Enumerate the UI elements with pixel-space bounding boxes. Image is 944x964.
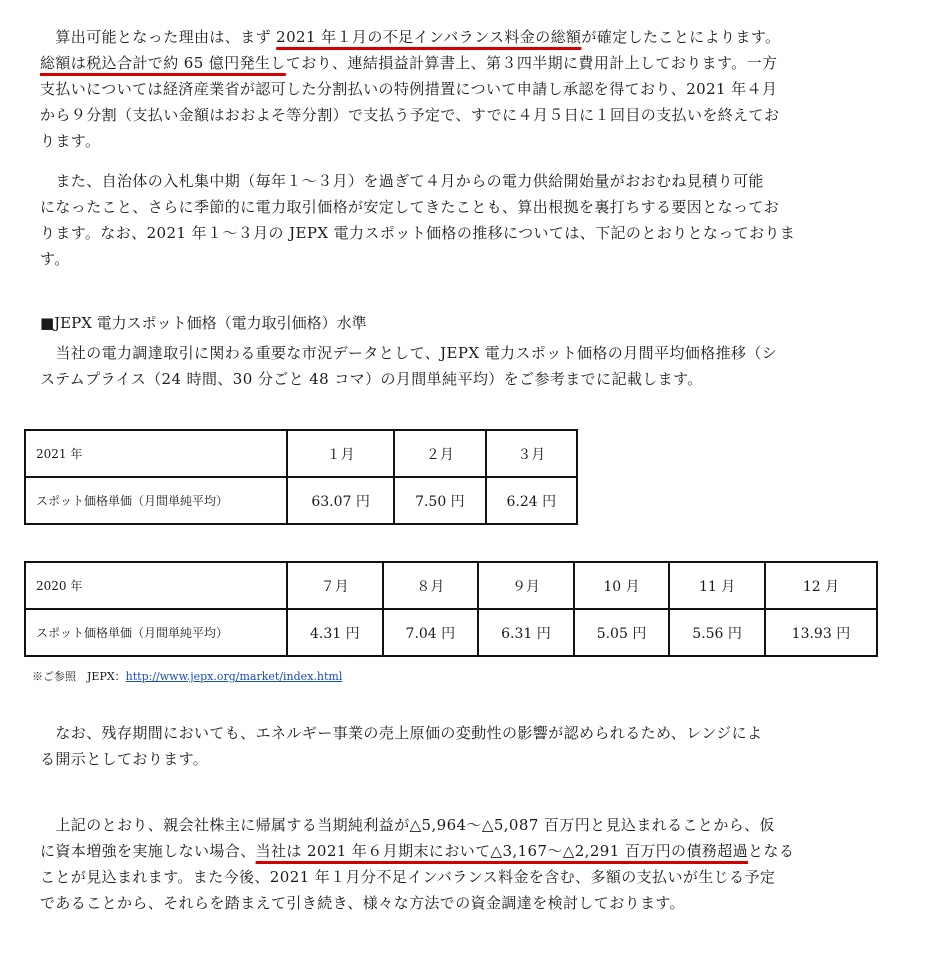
jepx-link[interactable]: http://www.jepx.org/market/index.html <box>125 670 343 683</box>
text-line: 上記のとおり、親会社株主に帰属する当期純利益が△5,964～△5,087 百万円と見込まれることから、仮 <box>40 816 775 834</box>
table-value-cell: 6.24 円 <box>486 477 577 524</box>
text-line: ります。なお、2021 年１～３月の JEPX 電力スポット価格の推移については、下記のとおりとなっておりま <box>40 224 796 242</box>
paragraph-net-income <box>40 812 910 916</box>
table-row-label: スポット価格単価（月間単純平均） <box>25 477 287 524</box>
table-month-cell: １月 <box>287 430 394 477</box>
text-span: が確定したことによります。 <box>581 28 781 46</box>
table-month-cell: ９月 <box>478 562 574 609</box>
paragraph-market-data <box>40 340 910 392</box>
reference-note <box>32 668 342 684</box>
text-line: 当社の電力調達取引に関わる重要な市況データとして、JEPX 電力スポット価格の月間平均価格推移（シ <box>40 344 778 362</box>
text-line <box>40 838 910 864</box>
table-month-cell: 11 月 <box>669 562 765 609</box>
text-span: ており、連結損益計算書上、第３四半期に費用計上しております。一方 <box>285 54 778 72</box>
price-table-2021 <box>24 429 578 525</box>
table-value-cell: 7.04 円 <box>383 609 479 656</box>
text-line: ステムプライス（24 時間、30 分ごと 48 コマ）の月間単純平均）をご参考までに記載します。 <box>40 370 703 388</box>
paragraph-season <box>40 168 910 272</box>
table-value-cell: 6.31 円 <box>478 609 574 656</box>
table-month-cell: ３月 <box>486 430 577 477</box>
text-span: に資本増強を実施しない場合、 <box>40 842 256 860</box>
text-line: また、自治体の入札集中期（毎年１～３月）を過ぎて４月からの電力供給開始量がおおむね見積り可能 <box>40 172 764 190</box>
underlined-text: 2021 年１月の不足インバランス料金の総額 <box>276 28 582 46</box>
text-line: ります。 <box>40 132 101 150</box>
table-month-cell: ７月 <box>287 562 383 609</box>
text-line: る開示としております。 <box>40 750 209 768</box>
underlined-text: 当社は 2021 年６月期末において△3,167～△2,291 百万円の債務超過 <box>255 842 749 860</box>
text-line: になったこと、さらに季節的に電力取引価格が安定してきたことも、算出根拠を裏打ちする要因となってお <box>40 198 780 216</box>
text-line: 支払いについては経済産業省が認可した分割払いの特例措置について申請し承認を得ており、2021 年４月 <box>40 80 778 98</box>
table-month-cell: ８月 <box>383 562 479 609</box>
table-value-cell: 63.07 円 <box>287 477 394 524</box>
table-month-cell: 10 月 <box>574 562 670 609</box>
text-line: す。 <box>40 250 70 268</box>
paragraph-range-disclosure <box>40 720 910 772</box>
text-line: であることから、それらを踏まえて引き続き、様々な方法での資金調達を検討しております。 <box>40 894 686 912</box>
table-value-cell: 5.05 円 <box>574 609 670 656</box>
note-prefix: ※ご参照 JEPX： <box>32 670 126 683</box>
underlined-text: 総額は税込合計で約 65 億円発生し <box>40 54 286 72</box>
paragraph-reason <box>40 24 910 154</box>
table-row-label: スポット価格単価（月間単純平均） <box>25 609 287 656</box>
text-line: なお、残存期間においても、エネルギー事業の売上原価の変動性の影響が認められるため、レンジによ <box>40 724 763 742</box>
table-value-cell: 7.50 円 <box>394 477 485 524</box>
table-year-cell: 2021 年 <box>25 430 287 477</box>
text-line: から９分割（支払い金額はおおよそ等分割）で支払う予定で、すでに４月５日に１回目の支払いを終えてお <box>40 106 780 124</box>
price-table-2020 <box>24 561 878 657</box>
text-span: となる <box>748 842 795 860</box>
table-year-cell: 2020 年 <box>25 562 287 609</box>
table-month-cell: ２月 <box>394 430 485 477</box>
table-value-cell: 5.56 円 <box>669 609 765 656</box>
table-month-cell: 12 月 <box>765 562 877 609</box>
text-span: 算出可能となった理由は、まず <box>40 28 277 46</box>
table-value-cell: 4.31 円 <box>287 609 383 656</box>
text-line <box>40 24 910 50</box>
text-line: ことが見込まれます。また今後、2021 年１月分不足インバランス料金を含む、多額の支払いが生じる予定 <box>40 868 776 886</box>
table-value-cell: 13.93 円 <box>765 609 877 656</box>
text-line <box>40 50 910 76</box>
section-heading: ■JEPX 電力スポット価格（電力取引価格）水準 <box>40 314 367 332</box>
